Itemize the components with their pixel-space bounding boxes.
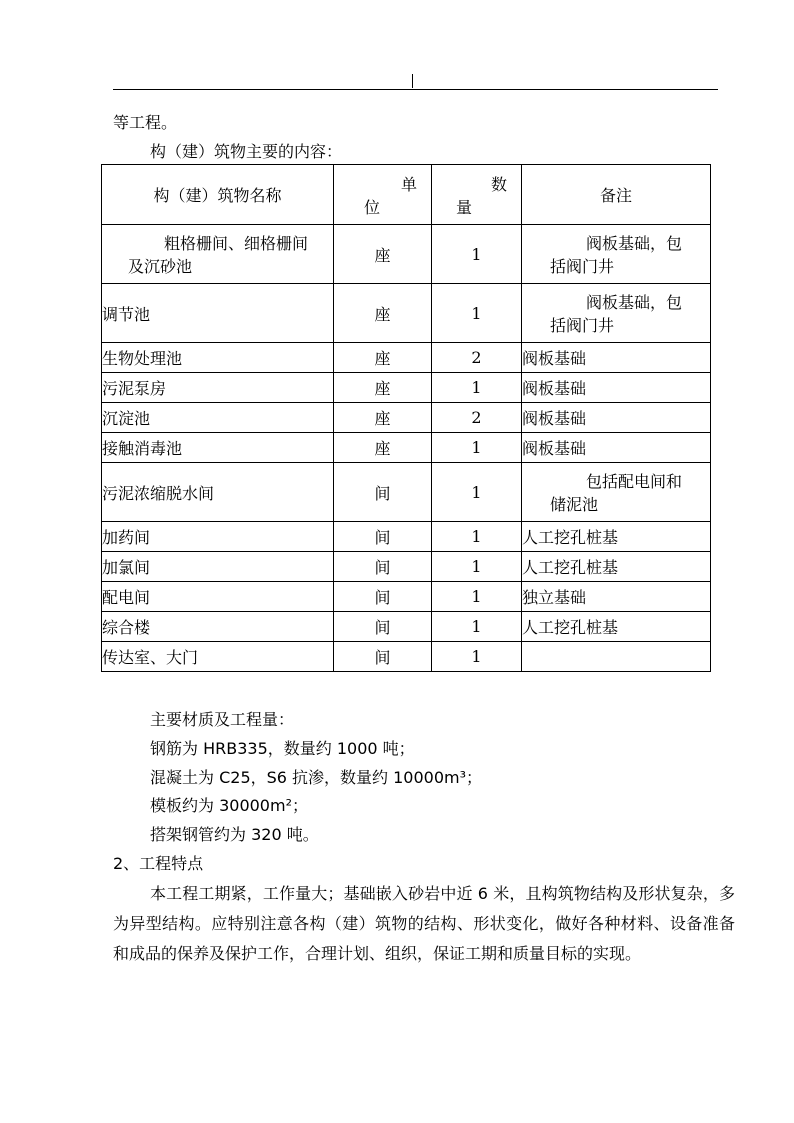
table-row xyxy=(102,433,711,463)
table-row xyxy=(102,403,711,433)
row-name: 综合楼 xyxy=(102,612,334,642)
materials-steel: 钢筋为 HRB335，数量约 1000 吨； xyxy=(150,739,415,758)
row-qty: 1 xyxy=(432,225,522,284)
row-qty: 1 xyxy=(432,373,522,403)
table-row xyxy=(102,522,711,552)
row-name xyxy=(102,225,334,284)
row-unit: 间 xyxy=(334,582,432,612)
row-note-line-1: 包括配电间和 xyxy=(586,472,683,491)
header-unit-top: 单 xyxy=(400,174,417,194)
features-paragraph: 本工程工期紧，工作量大；基础嵌入砂岩中近 6 米，且构筑物结构及形状复杂，多为异型结构。应特别注意各构（建）筑物的结构、形状变化，做好各种材料、设备准备和成品的保养及保护工作，合理计划、组织，保证工期和质量目标的实现。 xyxy=(113,884,735,963)
table-header-row xyxy=(102,165,711,225)
table-row xyxy=(102,225,711,284)
section-heading: 2、工程特点 xyxy=(113,854,204,873)
row-note-line-1: 阀板基础，包 xyxy=(586,293,683,312)
row-name: 配电间 xyxy=(102,582,334,612)
row-qty: 1 xyxy=(432,642,522,672)
table-row xyxy=(102,343,711,373)
intro-line-2: 构（建）筑物主要的内容： xyxy=(150,142,343,161)
row-note: 阀板基础 xyxy=(522,403,711,433)
row-note: 阀板基础 xyxy=(522,343,711,373)
row-note-line-2: 括阀门井 xyxy=(550,316,615,335)
materials-concrete: 混凝土为 C25，S6 抗渗，数量约 10000m³； xyxy=(150,768,483,787)
row-note xyxy=(522,284,711,343)
header-unit-bottom: 位 xyxy=(364,197,381,217)
materials-title: 主要材质及工程量： xyxy=(150,710,295,729)
row-unit: 座 xyxy=(334,433,432,463)
row-note-line-2: 储泥池 xyxy=(550,495,599,514)
row-note: 阀板基础 xyxy=(522,433,711,463)
table-row xyxy=(102,642,711,672)
row-note: 独立基础 xyxy=(522,582,711,612)
row-qty: 2 xyxy=(432,343,522,373)
materials-formwork: 模板约为 30000m²； xyxy=(150,796,308,815)
row-name: 污泥泵房 xyxy=(102,373,334,403)
row-unit: 座 xyxy=(334,284,432,343)
structures-table xyxy=(101,164,711,672)
row-qty: 1 xyxy=(432,433,522,463)
row-name-line-1: 粗格栅间、细格栅间 xyxy=(164,234,309,253)
row-name: 加药间 xyxy=(102,522,334,552)
row-unit: 间 xyxy=(334,522,432,552)
row-unit: 间 xyxy=(334,612,432,642)
row-note xyxy=(522,463,711,522)
row-unit: 座 xyxy=(334,403,432,433)
table-row xyxy=(102,373,711,403)
row-note: 人工挖孔桩基 xyxy=(522,552,711,582)
row-unit: 座 xyxy=(334,225,432,284)
row-qty: 1 xyxy=(432,582,522,612)
row-unit: 座 xyxy=(334,343,432,373)
row-name: 沉淀池 xyxy=(102,403,334,433)
row-note-line-1: 阀板基础，包 xyxy=(586,234,683,253)
row-unit: 座 xyxy=(334,373,432,403)
row-name: 调节池 xyxy=(102,284,334,343)
table-row xyxy=(102,284,711,343)
row-qty: 1 xyxy=(432,612,522,642)
row-qty: 1 xyxy=(432,552,522,582)
row-qty: 1 xyxy=(432,522,522,552)
row-qty: 2 xyxy=(432,403,522,433)
row-name-line-2: 及沉砂池 xyxy=(128,257,193,276)
header-mark xyxy=(412,74,413,88)
row-note: 人工挖孔桩基 xyxy=(522,522,711,552)
row-name: 加氯间 xyxy=(102,552,334,582)
header-name: 构（建）筑物名称 xyxy=(102,165,334,225)
header-unit xyxy=(334,165,432,225)
row-name: 接触消毒池 xyxy=(102,433,334,463)
table-row xyxy=(102,582,711,612)
header-rule xyxy=(113,89,718,90)
row-name: 生物处理池 xyxy=(102,343,334,373)
materials-scaffold: 搭架钢管约为 320 吨。 xyxy=(150,825,319,844)
table-row xyxy=(102,463,711,522)
header-note: 备注 xyxy=(522,165,711,225)
row-unit: 间 xyxy=(334,642,432,672)
row-note xyxy=(522,225,711,284)
header-qty-bottom: 量 xyxy=(456,197,473,217)
row-note: 人工挖孔桩基 xyxy=(522,612,711,642)
row-unit: 间 xyxy=(334,552,432,582)
row-name: 传达室、大门 xyxy=(102,642,334,672)
header-qty-top: 数 xyxy=(490,174,507,194)
row-note xyxy=(522,642,711,672)
row-note: 阀板基础 xyxy=(522,373,711,403)
intro-line-1: 等工程。 xyxy=(113,113,178,132)
header-qty xyxy=(432,165,522,225)
row-note-line-2: 括阀门井 xyxy=(550,257,615,276)
table-row xyxy=(102,552,711,582)
table-row xyxy=(102,612,711,642)
row-unit: 间 xyxy=(334,463,432,522)
row-qty: 1 xyxy=(432,284,522,343)
row-name: 污泥浓缩脱水间 xyxy=(102,463,334,522)
row-qty: 1 xyxy=(432,463,522,522)
